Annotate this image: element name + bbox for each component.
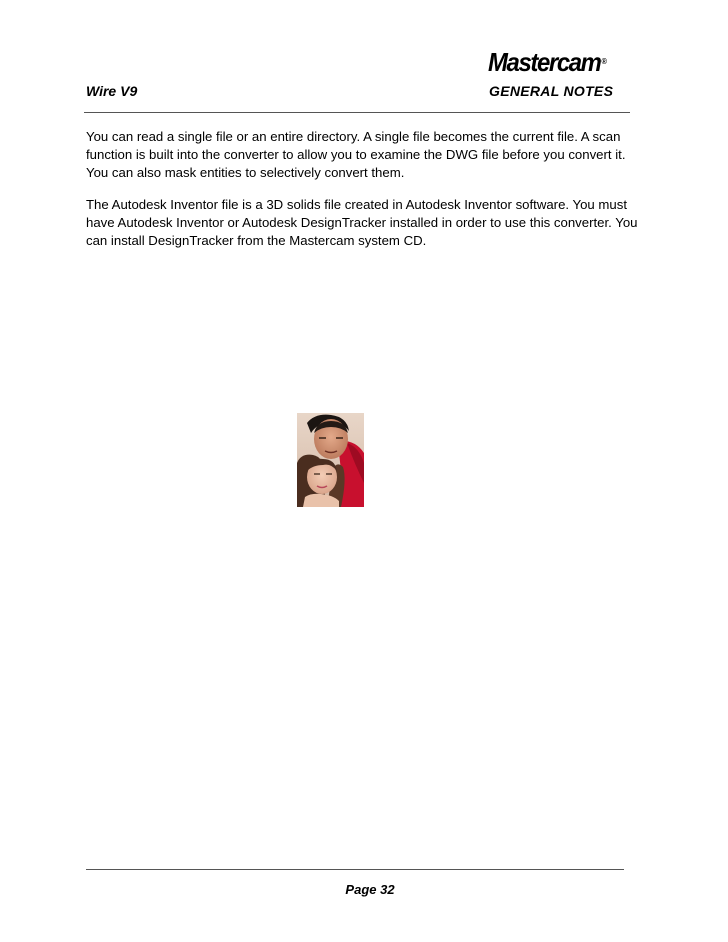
body-content [86, 128, 646, 264]
page-number: Page 32 [345, 882, 395, 897]
footer-divider [86, 869, 624, 870]
section-title: GENERAL NOTES [489, 83, 614, 99]
paragraph-1: You can read a single file or an entire directory. A single file becomes the current file. A scan function is built into the converter to allow you to examine the DWG file before you convert it. You can also mask entities to selectively convert them. [86, 129, 626, 180]
paragraph-2: The Autodesk Inventor file is a 3D solids file created in Autodesk Inventor software. You must have Autodesk Inventor or Autodesk DesignTracker installed in order to use this converter. You can install DesignTracker from the Mastercam system CD. [86, 197, 638, 248]
logo-text: Mastercam [488, 47, 601, 77]
header-divider [84, 112, 630, 113]
mastercam-logo [488, 48, 607, 76]
registered-mark: ® [601, 57, 607, 66]
embedded-photo [297, 413, 364, 507]
document-title: Wire V9 [86, 83, 138, 99]
